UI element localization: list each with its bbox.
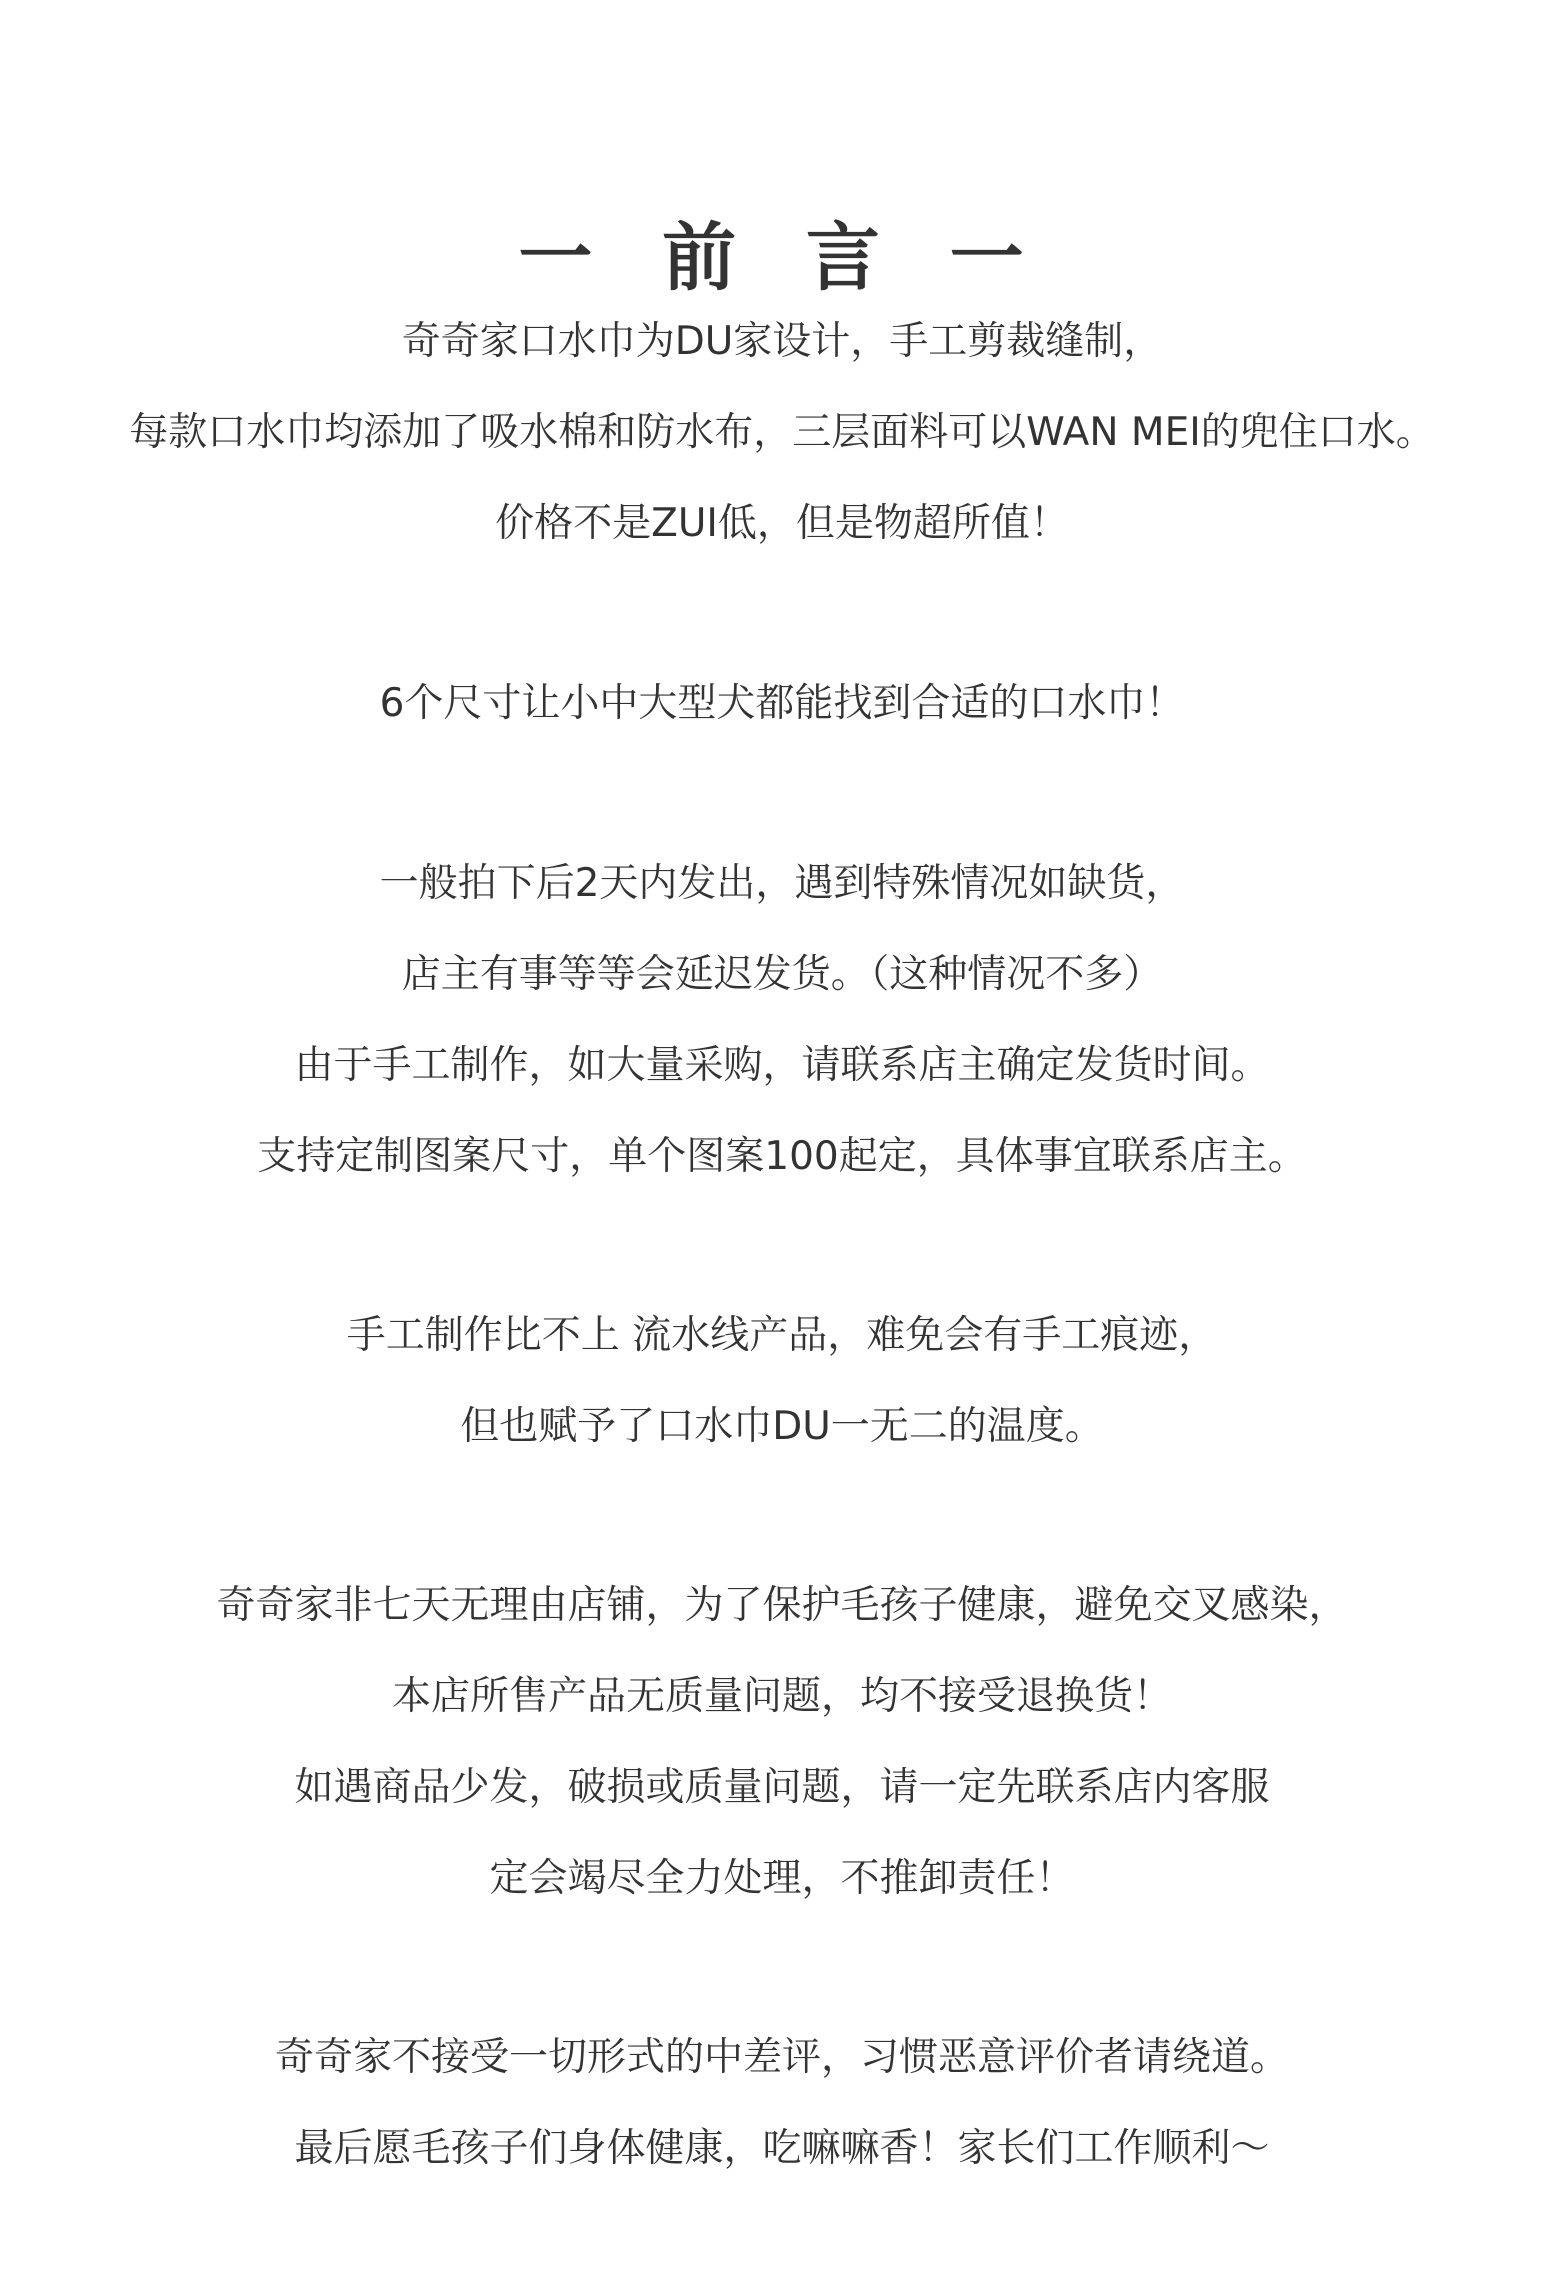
text-line: 定会竭尽全力处理，不推卸责任！ xyxy=(489,1856,1075,1901)
page-title: 一 前 言 一 xyxy=(518,214,1046,301)
paragraph-closing xyxy=(0,2012,1564,2194)
text-line: 每款口水巾均添加了吸水棉和防水布，三层面料可以WAN MEI的兜住口水。 xyxy=(129,410,1435,455)
paragraph-handmade xyxy=(0,1290,1564,1472)
text-line: 价格不是ZUI低，但是物超所值！ xyxy=(495,501,1069,546)
paragraph-sizes xyxy=(0,658,1564,749)
paragraph-returns xyxy=(0,1560,1564,1924)
text-line: 6个尺寸让小中大型犬都能找到合适的口水巾！ xyxy=(379,681,1185,726)
text-line: 店主有事等等会延迟发货。（这种情况不多） xyxy=(401,952,1163,997)
text-line: 手工制作比不上 流水线产品，难免会有手工痕迹， xyxy=(346,1313,1218,1358)
text-line: 但也赋予了口水巾DU一无二的温度。 xyxy=(460,1404,1104,1449)
text-line: 奇奇家口水巾为DU家设计，手工剪裁缝制， xyxy=(401,319,1163,364)
text-line: 最后愿毛孩子们身体健康，吃嘛嘛香！家长们工作顺利～ xyxy=(294,2126,1270,2171)
paragraph-shipping xyxy=(0,838,1564,1202)
text-line: 支持定制图案尺寸，单个图案100起定，具体事宜联系店主。 xyxy=(257,1134,1307,1179)
text-line: 由于手工制作，如大量采购，请联系店主确定发货时间。 xyxy=(294,1043,1270,1088)
text-line: 奇奇家非七天无理由店铺，为了保护毛孩子健康，避免交叉感染， xyxy=(216,1583,1348,1628)
text-line: 一般拍下后2天内发出，遇到特殊情况如缺货， xyxy=(379,861,1185,906)
text-line: 如遇商品少发，破损或质量问题，请一定先联系店内客服 xyxy=(294,1765,1270,1810)
text-line: 本店所售产品无质量问题，均不接受退换货！ xyxy=(391,1674,1172,1719)
text-line: 奇奇家不接受一切形式的中差评，习惯恶意评价者请绕道。 xyxy=(274,2035,1289,2080)
paragraph-intro xyxy=(0,296,1564,569)
